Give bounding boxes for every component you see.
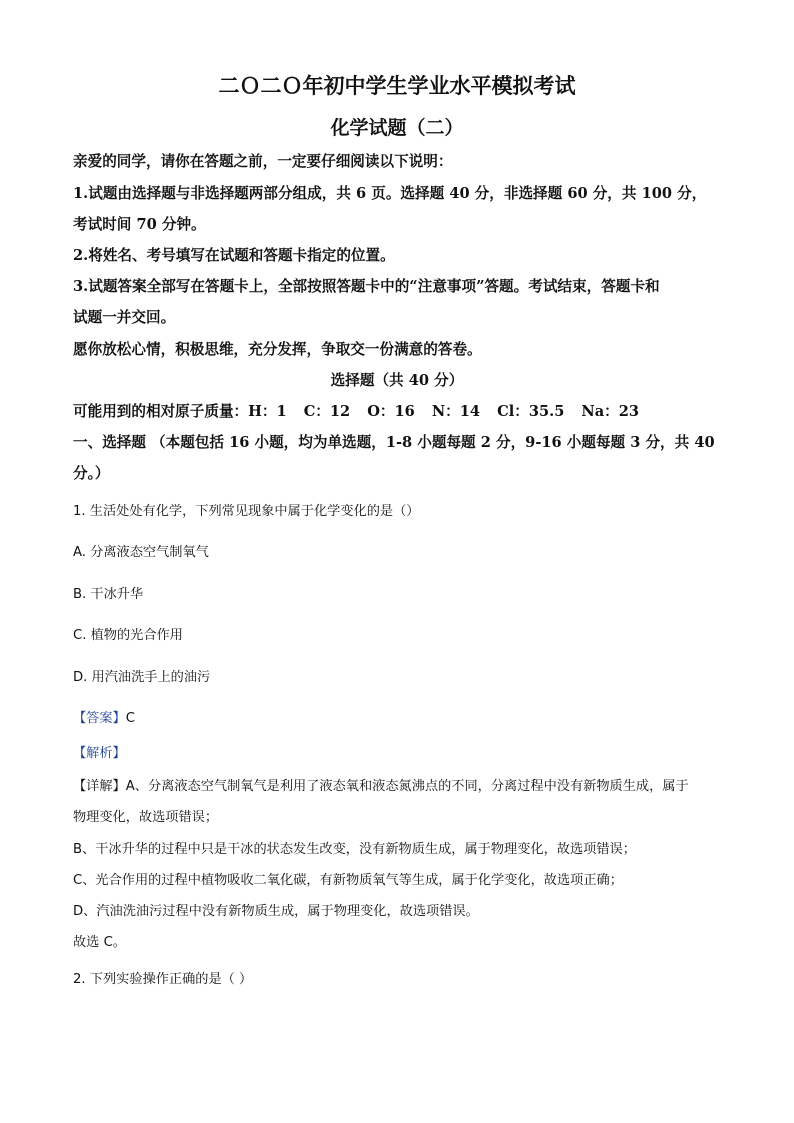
detail-tag: 【详解】 (73, 779, 126, 794)
question-1-option-a: A. 分离液态空气制氧气 (73, 545, 209, 560)
part-1-heading-line-1: 一、选择题 （本题包括 16 小题，均为单选题，1-8 小题每题 2 分，9-16 小题每题 3 分，共 40 (73, 434, 715, 451)
instruction-item-3-line-2: 试题一并交回。 (73, 309, 176, 326)
section-title: 选择题（共 40 分） (330, 372, 464, 389)
question-1-detail-line-4: C、光合作用的过程中植物吸收二氧化碳，有新物质氧气等生成，属于化学变化，故选项正确； (73, 873, 623, 888)
answer-tag: 【答案】 (73, 711, 126, 726)
atomic-mass-na: Na：23 (581, 403, 640, 420)
question-1-detail-line-3: B、干冰升华的过程中只是干冰的状态发生改变，没有新物质生成，属于物理变化，故选项错误； (73, 842, 636, 857)
atomic-mass-n: N：14 (431, 403, 481, 420)
question-1-conclusion: 故选 C。 (73, 935, 126, 950)
instruction-item-2: 2.将姓名、考号填写在试题和答题卡指定的位置。 (73, 247, 395, 264)
part-1-heading-line-2: 分。） (73, 465, 110, 482)
analysis-tag: 【解析】 (73, 746, 126, 761)
instruction-item-1-line-1: 1.试题由选择题与非选择题两部分组成，共 6 页。选择题 40 分，非选择题 60 分，共 100 分， (73, 185, 707, 202)
atomic-mass-label: 可能用到的相对原子质量： (73, 403, 249, 420)
question-1-answer (73, 707, 135, 726)
atomic-mass-c: C：12 (303, 403, 351, 420)
exam-title: 二Ｏ二Ｏ年初中学生学业水平模拟考试 (218, 73, 576, 98)
question-1-analysis-tag (73, 742, 126, 761)
atomic-mass-o: O：16 (367, 403, 415, 420)
question-1-stem: 1. 生活处处有化学，下列常见现象中属于化学变化的是（） (73, 504, 420, 519)
question-1-detail-line-5: D、汽油洗油污过程中没有新物质生成，属于物理变化，故选项错误。 (73, 904, 479, 919)
instructions-wish: 愿你放松心情，积极思维，充分发挥，争取交一份满意的答卷。 (73, 341, 482, 358)
question-2-stem: 2. 下列实验操作正确的是（ ） (73, 972, 253, 987)
question-1-option-d: D. 用汽油洗手上的油污 (73, 670, 211, 685)
instruction-item-1-line-2: 考试时间 70 分钟。 (73, 216, 206, 233)
instructions-greeting: 亲爱的同学，请你在答题之前，一定要仔细阅读以下说明： (73, 153, 453, 170)
atomic-mass-h: H：1 (248, 403, 287, 420)
question-1-option-c: C. 植物的光合作用 (73, 628, 183, 643)
answer-value: C (125, 711, 135, 726)
atomic-mass-line (73, 400, 656, 421)
question-1-option-b: B. 干冰升华 (73, 587, 144, 602)
question-1-detail-line-1 (73, 775, 689, 794)
detail-text-1: A、分离液态空气制氧气是利用了液态氧和液态氮沸点的不同，分离过程中没有新物质生成，属于 (125, 779, 689, 794)
question-1-detail-line-2: 物理变化，故选项错误； (73, 810, 219, 825)
exam-subtitle: 化学试题（二） (330, 117, 464, 139)
instruction-item-3-line-1: 3.试题答案全部写在答题卡上，全部按照答题卡中的“注意事项”答题。考试结束，答题卡和 (73, 278, 660, 295)
atomic-mass-cl: Cl：35.5 (497, 403, 565, 420)
